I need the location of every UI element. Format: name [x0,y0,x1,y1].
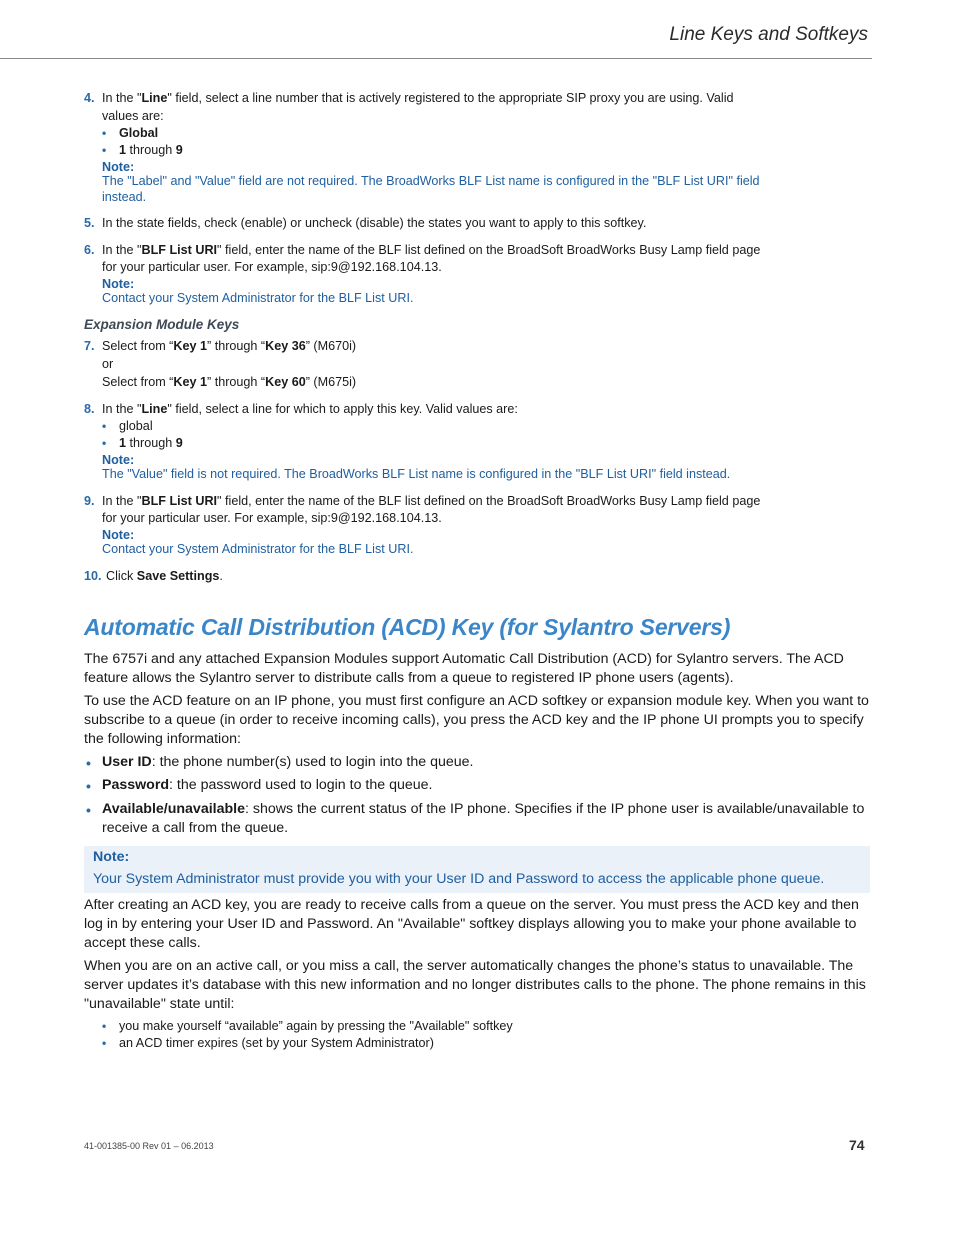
bullet-timer-expires: an ACD timer expires (set by your System Administrator) [119,1036,434,1050]
step-number: 5. [84,216,95,230]
step-7-or: or [102,357,114,371]
step-number: 8. [84,402,95,416]
bullet-available: Available/unavailable: shows the current status of the IP phone. Specifies if the IP phone user is available/unavailable to receive a call from the queue. [102,801,865,836]
bullet-user-id: User ID: the phone number(s) used to login into the queue. [102,754,474,770]
step-4-line1: In the "Line" field, select a line number that is actively registered to the appropriate SIP proxy you are using. Valid [102,91,734,105]
step-4-value-range: 1 through 9 [119,143,183,157]
bullet-icon: • [102,1036,107,1050]
running-header-title: Line Keys and Softkeys [669,24,868,45]
note-label: Note: [102,528,135,542]
bullet-icon: • [86,778,91,794]
step-8-note: The "Value" field is not required. The BroadWorks BLF List name is configured in the "BLF List URI" field instead. [102,467,731,481]
bullet-icon: • [86,802,91,818]
step-7-line3: Select from “Key 1” through “Key 60” (M675i) [102,375,357,389]
note-box-label: Note: [93,849,130,865]
bullet-icon: • [102,1019,107,1033]
step-6-line2: for your particular user. For example, sip:9@192.168.104.13. [102,260,442,274]
bullet-password: Password: the password used to login to the queue. [102,777,433,793]
step-4-value-global: Global [119,126,159,140]
step-number: 7. [84,339,95,353]
step-number: 10. [84,569,102,583]
paragraph-intro: The 6757i and any attached Expansion Modules support Automatic Call Distribution (ACD) for Sylantro servers. The ACD feature allows the Sylantro server to distribute calls from a queue to registered IP phone users (agents). [84,651,844,686]
step-number: 6. [84,243,95,257]
bullet-icon: • [102,143,107,157]
header-rule [0,58,872,59]
step-8-value-range: 1 through 9 [119,436,183,450]
step-4-note-line2: instead. [102,190,147,204]
note-label: Note: [102,160,135,174]
note-label: Note: [102,277,135,291]
step-9-line1: In the "BLF List URI" field, enter the name of the BLF list defined on the BroadSoft BroadWorks Busy Lamp field page [102,494,761,508]
page-number: 74 [849,1137,865,1153]
footer-doc-id: 41-001385-00 Rev 01 – 06.2013 [84,1141,214,1151]
bullet-icon: • [86,755,91,771]
section-heading: Automatic Call Distribution (ACD) Key (for Sylantro Servers) [84,614,731,640]
step-number: 4. [84,91,95,105]
subheading-expansion-module-keys: Expansion Module Keys [84,317,240,332]
step-8-value-global: global [119,419,153,433]
paragraph-active-call: When you are on an active call, or you miss a call, the server automatically changes the phone’s status to unavailable. The server updates it’s database with this new information and no longer distributes calls to the phone. The phone remains in this "unavailable" state until: [84,958,866,1012]
step-5-text: In the state fields, check (enable) or uncheck (disable) the states you want to apply to this softkey. [102,216,647,230]
bullet-icon: • [102,126,107,140]
note-box-text: Your System Administrator must provide you with your User ID and Password to access the applicable phone queue. [93,871,825,887]
step-7-line1: Select from “Key 1” through “Key 36” (M670i) [102,339,357,353]
step-9-line2: for your particular user. For example, sip:9@192.168.104.13. [102,511,442,525]
step-6-line1: In the "BLF List URI" field, enter the name of the BLF list defined on the BroadSoft BroadWorks Busy Lamp field page [102,243,761,257]
bullet-icon: • [102,436,107,450]
bullet-available-again: you make yourself “available” again by pressing the "Available" softkey [119,1019,513,1033]
step-10-text: Click Save Settings. [106,569,223,583]
bullet-icon: • [102,419,107,433]
step-4-line2: values are: [102,109,164,123]
step-number: 9. [84,494,95,508]
paragraph-usage: To use the ACD feature on an IP phone, you must first configure an ACD softkey or expansion module key. When you want to subscribe to a queue (in order to receive incoming calls), you press the ACD key and the IP phone UI prompts you to specify the following information: [84,693,869,747]
note-label: Note: [102,453,135,467]
step-4-note-line1: The "Label" and "Value" field are not required. The BroadWorks BLF List name is configured in the "BLF List URI" field [102,174,760,188]
paragraph-after-creating: After creating an ACD key, you are ready to receive calls from a queue on the server. You must press the ACD key and then log in by entering your User ID and Password. An "Available" softkey displays allowing you to make your phone available to accept these calls. [84,897,859,951]
step-8-line1: In the "Line" field, select a line for which to apply this key. Valid values are: [102,402,518,416]
step-9-note: Contact your System Administrator for the BLF List URI. [102,542,414,556]
step-6-note: Contact your System Administrator for the BLF List URI. [102,291,414,305]
